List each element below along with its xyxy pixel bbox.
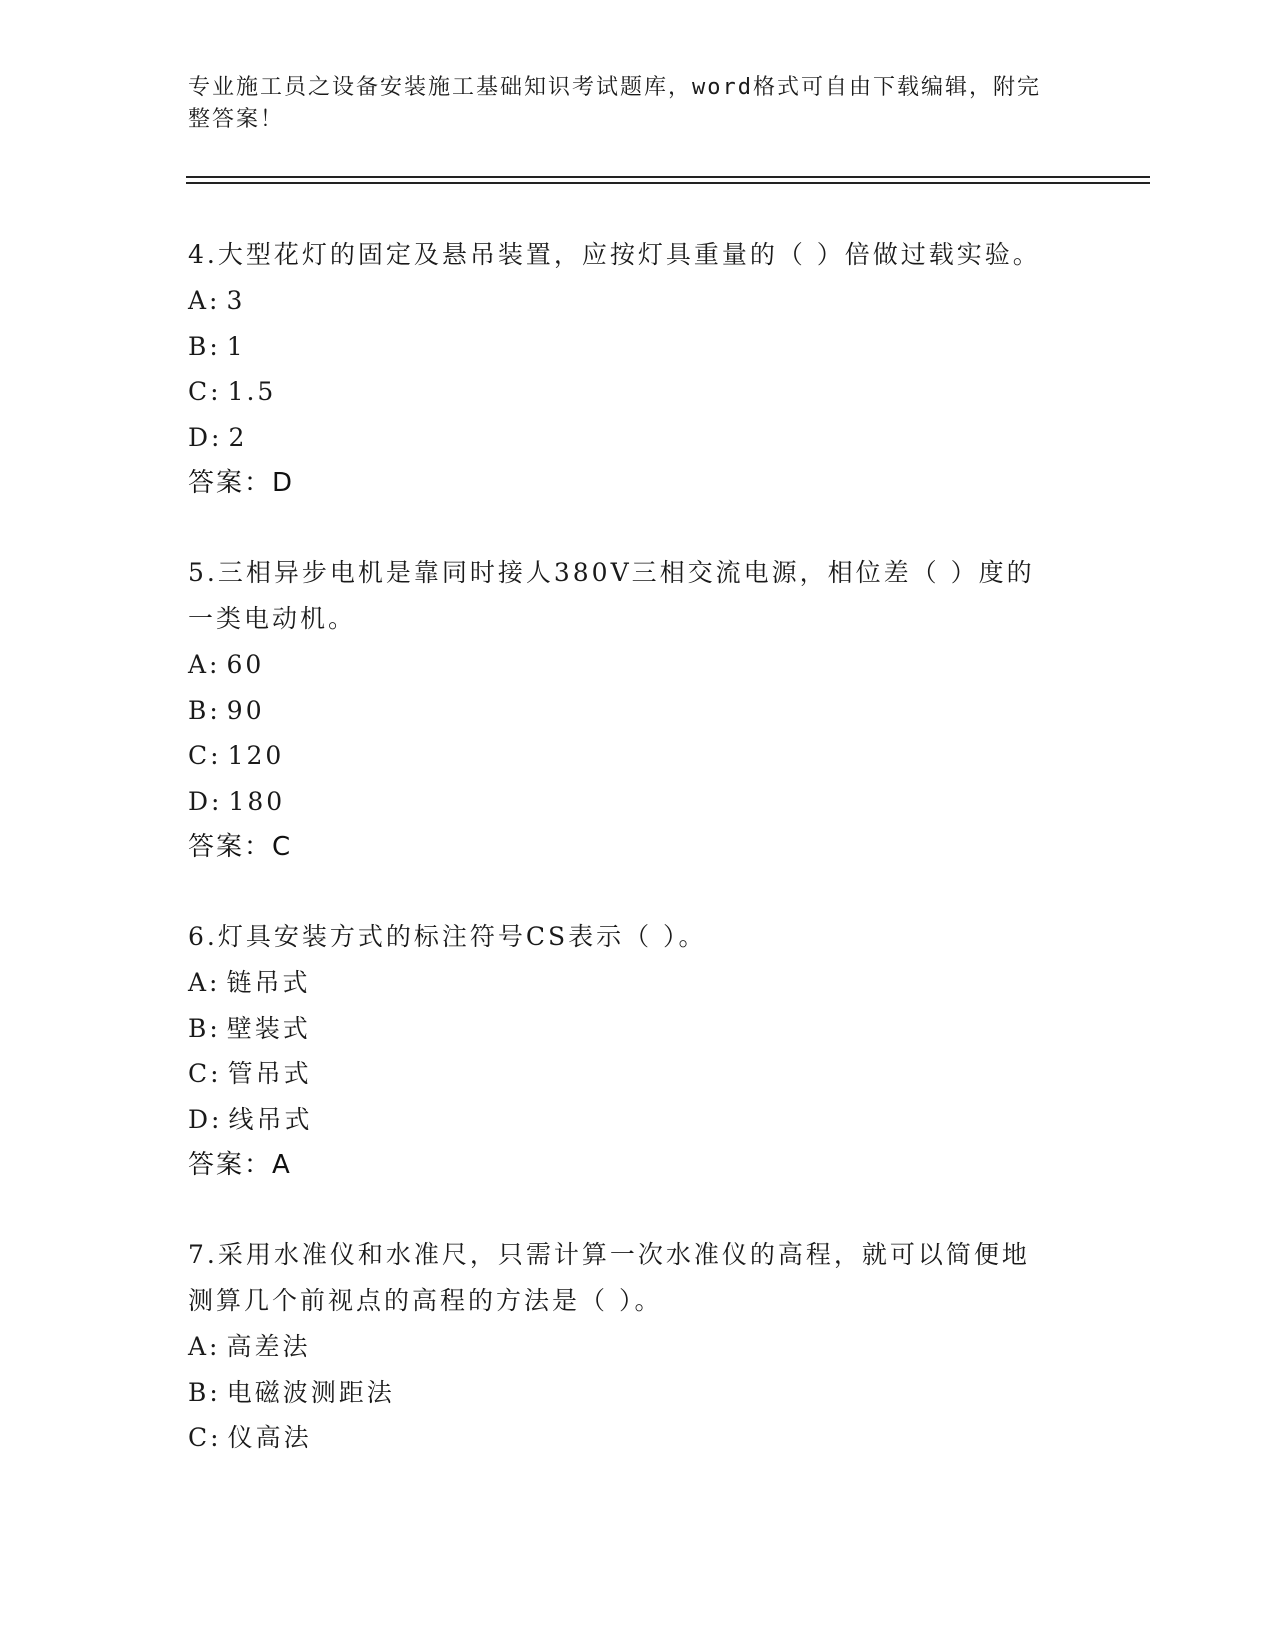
answer-option: [188, 415, 1088, 461]
answer-option: [188, 1370, 1088, 1416]
option-label: B:: [188, 1013, 221, 1043]
answer-option: [188, 369, 1088, 415]
answer-option: [188, 324, 1088, 370]
option-label: B:: [188, 331, 221, 361]
option-label: D:: [188, 422, 223, 452]
option-label: D:: [188, 1104, 223, 1134]
option-text: 线吊式: [228, 1104, 313, 1134]
option-label: A:: [188, 968, 221, 997]
header-divider-top: [186, 176, 1150, 178]
question-stem: 测算几个前视点的高程的方法是（ ）。: [188, 1286, 663, 1315]
question-item: [188, 914, 1088, 1188]
option-label: C:: [188, 1423, 222, 1452]
option-text: 1.5: [227, 377, 277, 406]
question-stem: 一类电动机。: [188, 604, 357, 633]
option-text: 3: [226, 286, 246, 315]
option-text: 高差法: [226, 1332, 311, 1361]
option-text: 1: [226, 331, 246, 361]
question-item: [188, 550, 1088, 870]
option-label: B:: [188, 1377, 221, 1407]
option-label: B:: [188, 695, 221, 725]
option-text: 仪高法: [227, 1423, 312, 1452]
question-stem: 4.大型花灯的固定及悬吊装置，应按灯具重量的（ ）倍做过载实验。: [188, 240, 1041, 269]
option-text: 2: [228, 422, 248, 452]
header-divider-bottom: [186, 182, 1150, 184]
option-label: A:: [188, 650, 221, 679]
answer-option: [188, 779, 1088, 825]
option-text: 壁装式: [226, 1013, 311, 1043]
question-stem: 6.灯具安装方式的标注符号CS表示（ ）。: [188, 922, 707, 951]
answer-option: [188, 278, 1088, 324]
option-text: 180: [228, 786, 286, 816]
question-item: [188, 232, 1088, 506]
question-item: [188, 1232, 1088, 1461]
option-label: C:: [188, 1059, 222, 1088]
option-text: 管吊式: [227, 1059, 312, 1088]
answer-key: 答案：C: [188, 832, 293, 862]
option-label: C:: [188, 377, 222, 406]
answer-option: [188, 1415, 1088, 1461]
option-text: 链吊式: [226, 968, 311, 997]
option-text: 60: [226, 650, 265, 679]
document-header: [188, 72, 1078, 136]
option-label: A:: [188, 286, 221, 315]
option-text: 电磁波测距法: [226, 1377, 395, 1407]
answer-key: 答案：D: [188, 468, 295, 498]
answer-option: [188, 1324, 1088, 1370]
answer-option: [188, 642, 1088, 688]
question-stem: 5.三相异步电机是靠同时接人380V三相交流电源，相位差（ ）度的: [188, 558, 1035, 587]
option-text: 120: [227, 741, 285, 770]
option-text: 90: [226, 695, 265, 725]
option-label: C:: [188, 741, 222, 770]
answer-option: [188, 960, 1088, 1006]
option-label: D:: [188, 786, 223, 816]
answer-option: [188, 1051, 1088, 1097]
answer-option: [188, 1097, 1088, 1143]
question-list: [188, 232, 1088, 1505]
question-stem: 7.采用水准仪和水准尺，只需计算一次水准仪的高程，就可以简便地: [188, 1240, 1030, 1269]
answer-key: 答案：A: [188, 1150, 292, 1180]
header-line-2: 整答案！: [188, 107, 285, 132]
header-line-1: 专业施工员之设备安装施工基础知识考试题库，word格式可自由下载编辑，附完: [188, 75, 1041, 100]
option-label: A:: [188, 1332, 221, 1361]
answer-option: [188, 1006, 1088, 1052]
answer-option: [188, 688, 1088, 734]
answer-option: [188, 733, 1088, 779]
